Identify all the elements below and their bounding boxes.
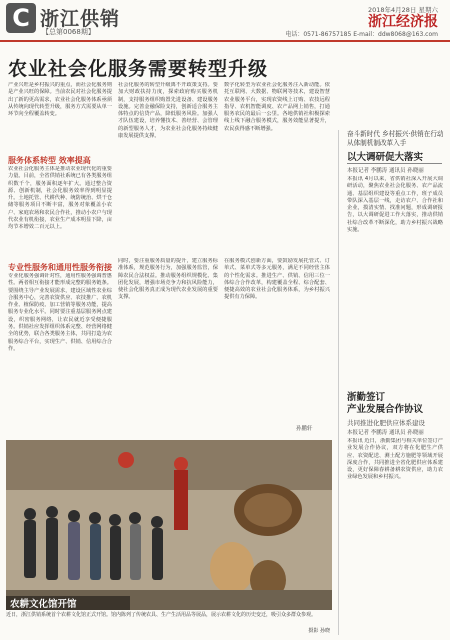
sidebar-para-1: 本报讯 4月以来，省供销社深入开展大调研活动，聚焦农业社会化服务、农产品流通、基层组织建设等重点工作，班子成员带队深入基层一线，走访农户、合作社和企业，摸清实情、找准问题，形成调研报告，以大调研促进工作大落实，推动供销社综合改革不断深化，助力乡村振兴战略实施。 (347, 176, 443, 234)
col2-para1: 社会化服务的转型升级离不开政策支持。要加大财政扶持力度，探索政府购买服务机制，支持服务组织购置先进设备、建设服务设施。完善金融保险支持，创新适合服务主体特点的信贷产品，降低服务风险。加强人才队伍建设，培养懂技术、善经营、会管理的新型服务人才，为农业社会化服务持续健康发展提供支撑。 (118, 82, 218, 140)
issue-number: 【总第0068期】 (42, 28, 95, 36)
sidebar-title-agreement: 产业发展合作协议 (347, 404, 424, 415)
photo-credit: 近日，浙江供销系统首个农耕文化馆正式开馆。馆内陈列了传统农具、生产生活用品等展品，展示农耕文化的历史变迁，吸引众多群众参观。 (6, 612, 317, 618)
col3-para2: 在服务模式创新方面，要鼓励发展托管式、订单式、菜单式等多元服务，满足不同经营主体的个性化需求。推进生产、供销、信用三位一体综合合作改革，构建覆盖全程、综合配套、便捷高效的农业社会化服务体系，为乡村振兴提供有力保障。 (224, 258, 330, 301)
sidebar-byline-2: 本报记者 李鹏涛 通讯员 孙晓丽 (347, 430, 424, 436)
main-headline: 农业社会化服务需要转型升级 (8, 58, 269, 80)
photo-caption: 农耕文化馆开馆 (6, 596, 130, 610)
paper-name: 浙江经济报 (368, 14, 438, 30)
sidebar-divider (347, 163, 442, 164)
col3-para1: 数字化转型为农业社会化服务注入新动能。依托互联网、大数据、物联网等技术，建设智慧农业服务平台，实现农资线上订购、农技远程指导、农机智能调度、农产品网上销售，打通服务农民的最后一公里。各地供销社积极探索线上线下融合服务模式，服务效能显著提升，农民获得感不断增强。 (224, 82, 330, 132)
col1-para3: 专业化服务强调针对性，通用性服务强调普惠性。两者相互衔接才能形成完整的服务链条。要围绕主导产业发展需求，建设区域性农业综合服务中心，完善农资供应、农技推广、农机作业、植保防疫、加工营销等服务功能，提高服务专业化水平。同时要注重基层服务网点建设，织密服务网络，让农民就近享受便捷服务。供销社应发挥组织体系完整、经营网络健全的优势，联合各类服务主体，共同打造为农服务综合平台，实现生产、供销、信用综合合作。 (8, 273, 112, 352)
sidebar-title-research: 以大调研促大落实 (347, 152, 424, 163)
masthead (0, 0, 450, 42)
issue-date: 2018年4月28日 星期六 (367, 6, 438, 14)
col1-para2: 农业社会化服务主体是推动农业现代化的重要力量。目前，全省供销社系统已有各类服务组织数千个，服务面积逐年扩大。通过整合资源、创新机制，社会化服务效率得到明显提升。土地托管、代耕代种、统防统治、烘干仓储等服务项目不断丰富，服务对象覆盖小农户、家庭农场和农民合作社，推动小农户与现代农业有机衔接，农业生产成本明显下降，亩均节本增效二百元以上。 (8, 166, 112, 231)
sidebar-title-zheqin: 浙勤签订 (347, 392, 386, 403)
article-author: 孙鹏轩 (296, 426, 313, 432)
photo-author: 摄影 孙晓 (308, 628, 330, 634)
photo-scene (6, 440, 332, 610)
sidebar-para-2: 本报讯 近日，浙勤集团与相关单位签订产业发展合作协议，双方将在化肥生产供应、农资配送、测土配方施肥等领域开展深度合作，共同推进全省化肥供应体系建设，更好保障春耕备耕农资供应，助力农业绿色发展和乡村振兴。 (347, 438, 443, 481)
subhead-professional-service: 专业性服务和通用性服务衔接 (8, 263, 112, 272)
subhead-service-system: 服务体系转型 效率提高 (8, 156, 91, 165)
news-photo (6, 440, 332, 610)
sidebar (338, 130, 445, 635)
section-title: 浙江供销 (40, 8, 121, 30)
sidebar-kicker: 奋斗新时代 乡村振兴·供销在行动 从体制机制改革入手 (347, 130, 444, 147)
sidebar-subtitle: 共同推进化肥供应体系建设 (347, 419, 425, 427)
col1-para1: 产业兴旺是乡村振兴的重点，而社会化服务则是产业兴旺的保障。当前农民对社会化服务提出了新的更高需求，农业社会化服务体系亟须从传统向现代转型升级，服务方式需要从单一环节向全程覆盖转变。 (8, 82, 112, 118)
section-logo: C (6, 3, 36, 33)
contact-info: 电话：0571-86757185 E-mail：ddw8068@163.com (285, 31, 438, 38)
sidebar-byline-1: 本报记者 李鹏涛 通讯员 孙晓丽 (347, 168, 424, 174)
col2-para2: 同时，要注重服务质量的提升，建立服务标准体系，规范服务行为，加强服务监管，保障农民合法权益。推动服务组织规模化、集团化发展，增强市场竞争力和抗风险能力，使社会化服务真正成为现代农业发展的重要支撑。 (118, 258, 218, 301)
